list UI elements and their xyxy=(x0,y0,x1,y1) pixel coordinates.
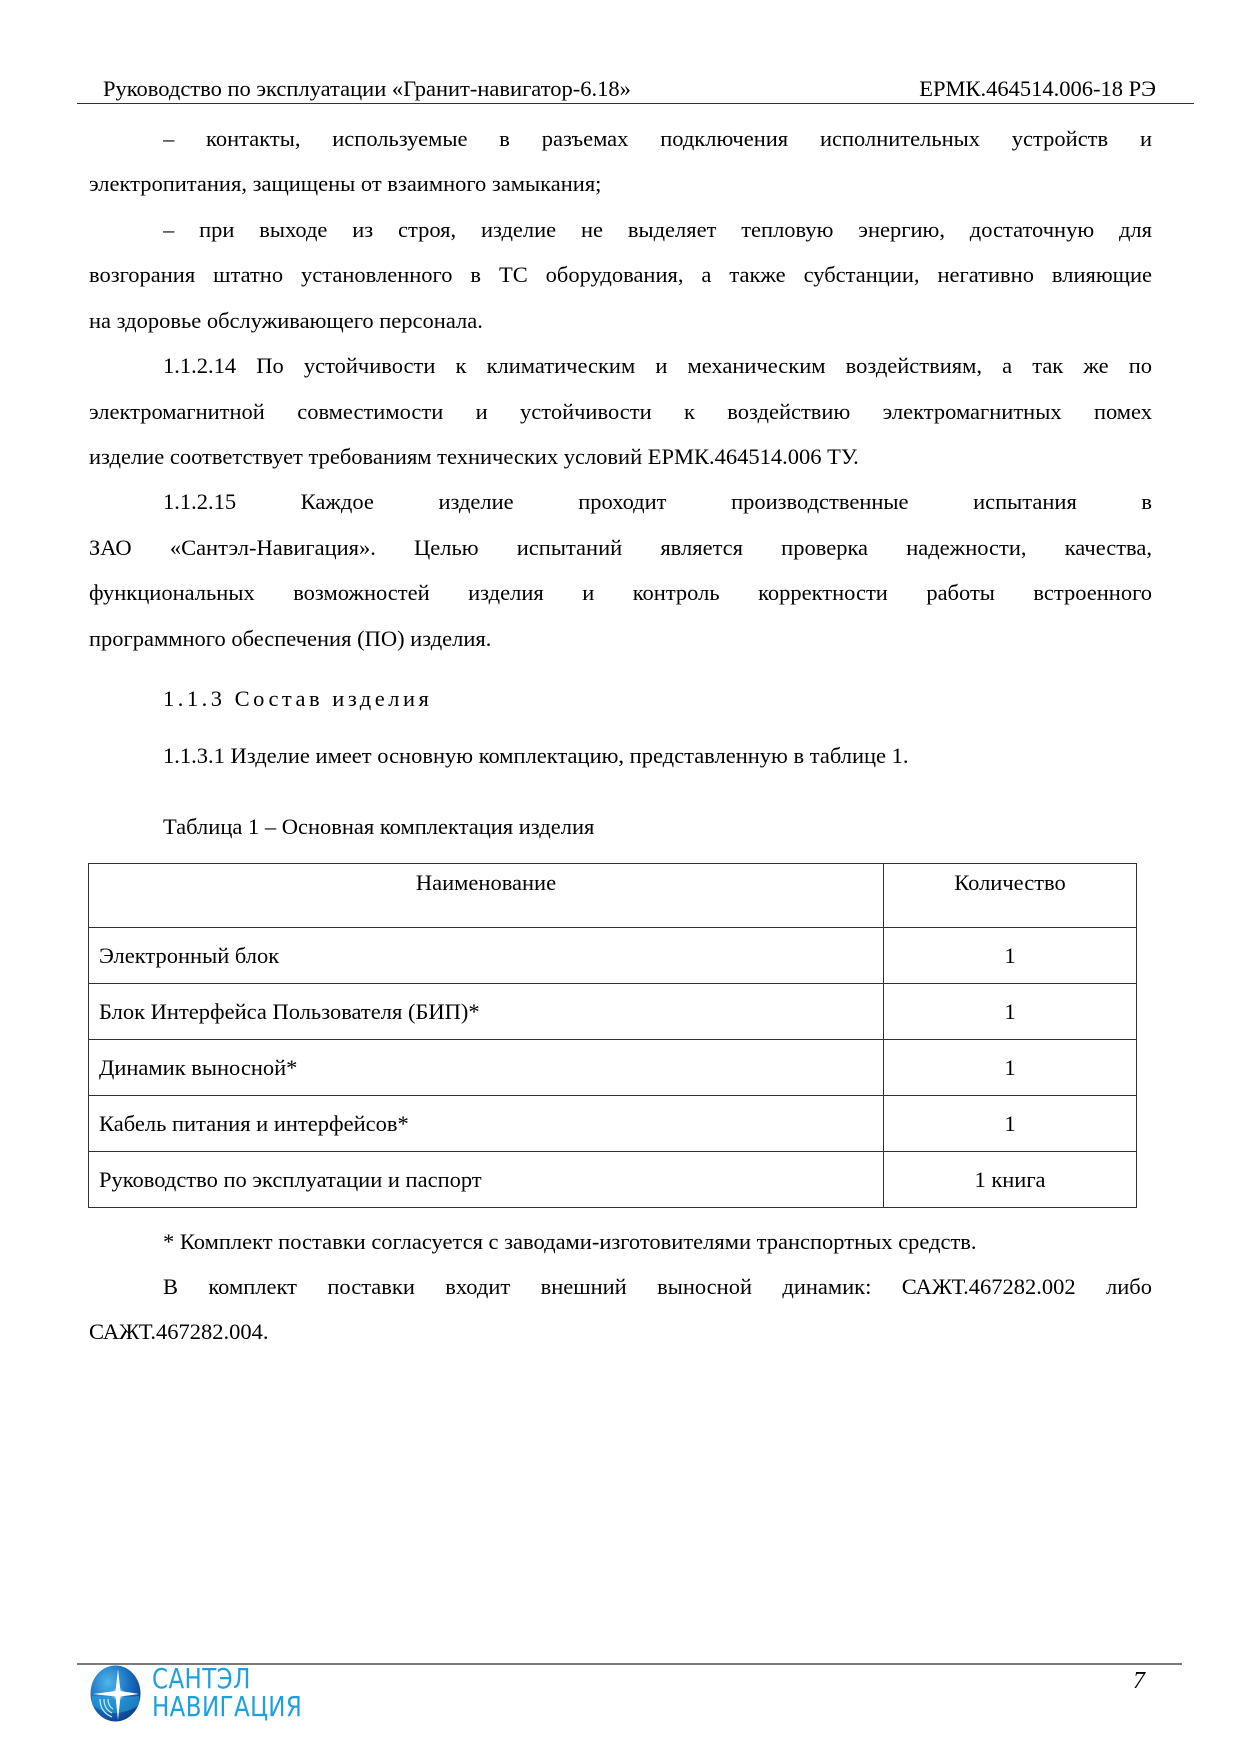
cell-quantity: 1 книга xyxy=(884,1152,1137,1208)
cell-quantity: 1 xyxy=(884,984,1137,1040)
paragraph-line: программного обеспечения (ПО) изделия. xyxy=(89,626,492,651)
header-rule xyxy=(77,103,1194,104)
paragraph-line: функциональных возможностей изделия и контроль корректности работы встроенного xyxy=(89,580,1152,605)
running-header-title: Руководство по эксплуатации «Гранит-навигатор-6.18» xyxy=(103,76,631,101)
paragraph-line: 1.1.2.15 Каждое изделие проходит производственные испытания в xyxy=(163,489,1152,514)
column-header-name: Наименование xyxy=(89,864,884,928)
logo-line-2: НАВИГАЦИЯ xyxy=(152,1690,303,1723)
paragraph-line: – при выходе из строя, изделие не выделяет тепловую энергию, достаточную для xyxy=(163,217,1152,242)
cell-quantity: 1 xyxy=(884,928,1137,984)
cell-quantity: 1 xyxy=(884,1096,1137,1152)
table-row xyxy=(89,1040,1137,1096)
section-intro: 1.1.3.1 Изделие имеет основную комплектацию, представленную в таблице 1. xyxy=(163,743,909,768)
paragraph-line: ЗАО «Сантэл-Навигация». Целью испытаний является проверка надежности, качества, xyxy=(89,535,1152,560)
logo-line-1: САНТЭЛ xyxy=(152,1662,251,1695)
paragraph-line: электропитания, защищены от взаимного замыкания; xyxy=(89,171,602,196)
column-header-quantity: Количество xyxy=(884,864,1137,928)
paragraph-line: возгорания штатно установленного в ТС оборудования, а также субстанции, негативно влияющие xyxy=(89,262,1152,287)
santel-navigation-logo xyxy=(90,1662,352,1723)
paragraph-line: САЖТ.467282.004. xyxy=(89,1319,269,1344)
kit-table xyxy=(88,863,1137,1208)
section-heading: 1.1.3 Состав изделия xyxy=(163,686,433,711)
paragraph-line: электромагнитной совместимости и устойчивости к воздействию электромагнитных помех xyxy=(89,399,1152,424)
table-caption: Таблица 1 – Основная комплектация изделия xyxy=(163,814,595,839)
paragraph-line: на здоровье обслуживающего персонала. xyxy=(89,308,483,333)
cell-quantity: 1 xyxy=(884,1040,1137,1096)
paragraph-line: В комплект поставки входит внешний выносной динамик: САЖТ.467282.002 либо xyxy=(163,1274,1152,1299)
page-number: 7 xyxy=(1133,1668,1145,1694)
paragraph-line: – контакты, используемые в разъемах подключения исполнительных устройств и xyxy=(163,126,1152,151)
paragraph-line: 1.1.2.14 По устойчивости к климатическим и механическим воздействиям, а так же по xyxy=(163,353,1152,378)
table-row xyxy=(89,984,1137,1040)
logo-wordmark xyxy=(152,1662,303,1723)
cell-name: Электронный блок xyxy=(89,928,884,984)
running-header-doc-code: ЕРМК.464514.006-18 РЭ xyxy=(919,76,1156,101)
paragraph-line: изделие соответствует требованиям технических условий ЕРМК.464514.006 ТУ. xyxy=(89,444,859,469)
table-row xyxy=(89,1096,1137,1152)
cell-name: Руководство по эксплуатации и паспорт xyxy=(89,1152,884,1208)
footnote: * Комплект поставки согласуется с заводами-изготовителями транспортных средств. xyxy=(163,1229,977,1254)
cell-name: Кабель питания и интерфейсов* xyxy=(89,1096,884,1152)
cell-name: Блок Интерфейса Пользователя (БИП)* xyxy=(89,984,884,1040)
table-row xyxy=(89,1152,1137,1208)
table-row xyxy=(89,928,1137,984)
globe-star-icon xyxy=(90,1665,141,1722)
table-header-row xyxy=(89,864,1137,928)
cell-name: Динамик выносной* xyxy=(89,1040,884,1096)
